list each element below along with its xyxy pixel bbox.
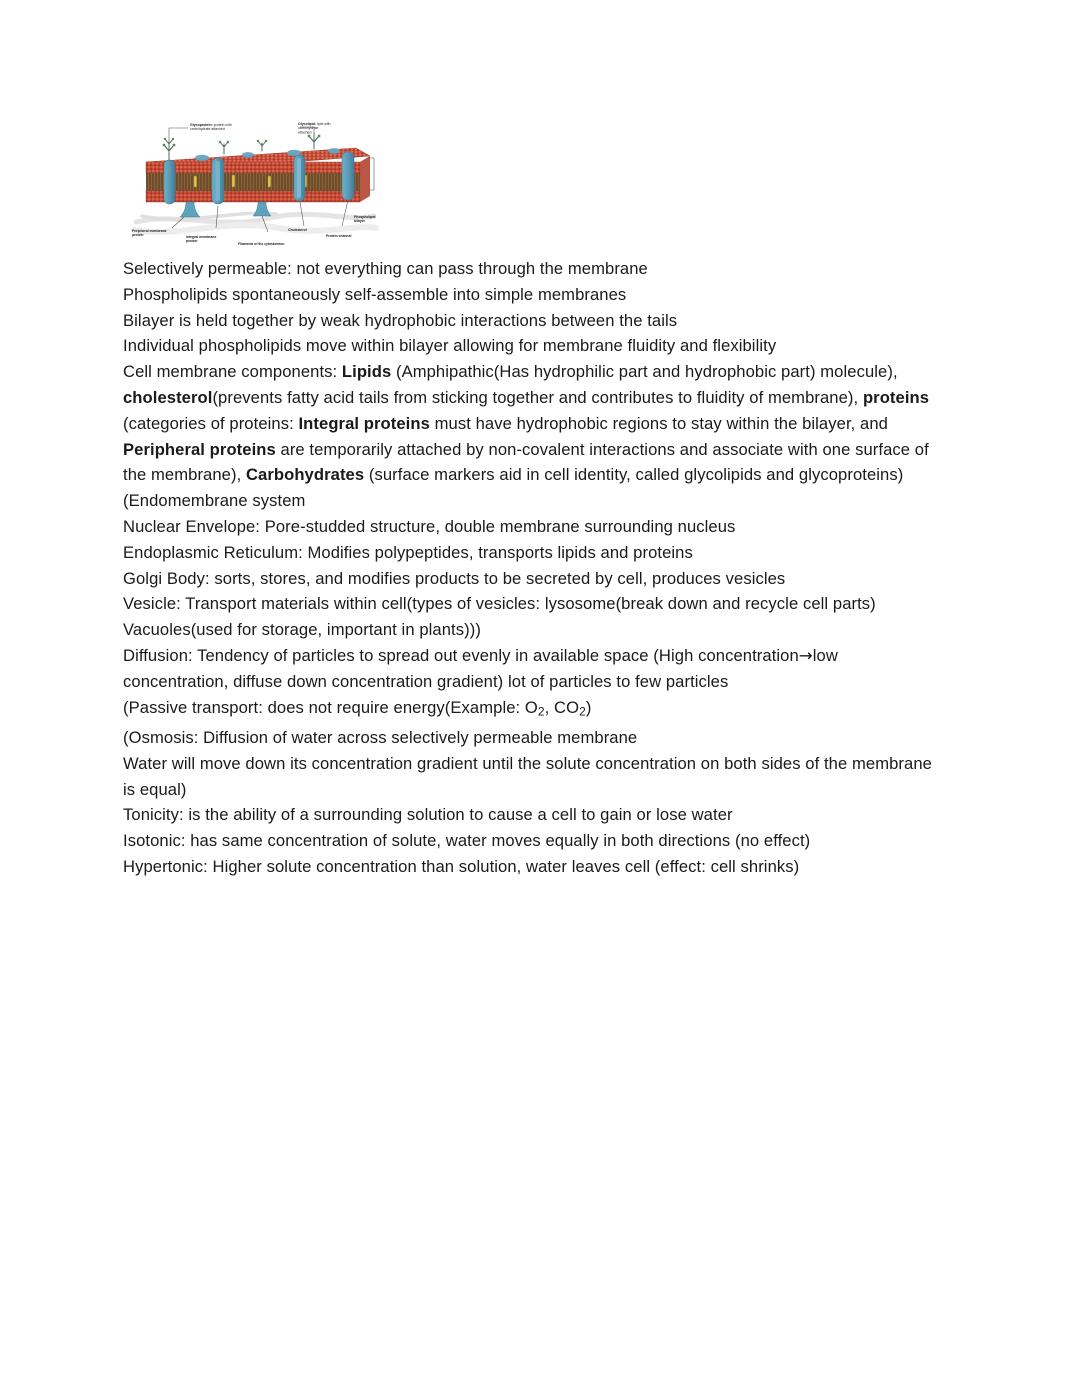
figure-label-integral-membrane-protein: Integral membrane protein bbox=[186, 235, 217, 244]
note-line-diffusion: Diffusion: Tendency of particles to spread out evenly in available space (High concentration→low concentration, diffuse down concentration gradient) lot of particles to few particles bbox=[123, 645, 838, 691]
note-line-cell-membrane-components: Cell membrane components: Lipids (Amphipathic(Has hydrophilic part and hydrophobic part) molecule), cholesterol(prevents fatty acid tails from sticking together and contributes to fluidity of membrane), proteins (categories of proteins: Integral proteins must have hydrophobic regions to stay within the bilayer, and Peripheral proteins are temporarily attached by non-covalent interactions and associate with one surface of the membrane), Carbohydrates (surface markers aid in cell identity, called glycolipids and glycoproteins) bbox=[123, 362, 930, 485]
figure-label-cholesterol: Cholesterol bbox=[288, 228, 307, 232]
figure-label-phospholipid-bilayer: Phospholipid bilayer bbox=[354, 215, 376, 224]
note-line-tonicity: Tonicity: is the ability of a surrounding solution to cause a cell to gain or lose water bbox=[123, 805, 733, 825]
note-line-isotonic: Isotonic: has same concentration of solute, water moves equally in both directions (no effect) bbox=[123, 831, 811, 851]
phospholipid-bilayer bbox=[146, 156, 370, 202]
figure-label-protein-channel: Protein channel bbox=[326, 234, 352, 238]
note-line-nuclear-envelope: Nuclear Envelope: Pore-studded structure, double membrane surrounding nucleus bbox=[123, 516, 736, 536]
figure-label-peripheral-membrane-protein: Peripheral membrane protein bbox=[132, 229, 167, 238]
note-line-hypertonic: Hypertonic: Higher solute concentration than solution, water leaves cell (effect: cell shrinks) bbox=[123, 856, 800, 876]
figure-label-glycoprotein: Glycoprotein: protein with carbohydrate attached bbox=[190, 123, 232, 132]
note-line-membrane-fluidity: Individual phospholipids move within bilayer allowing for membrane fluidity and flexibility bbox=[123, 336, 777, 356]
protein-channel bbox=[342, 152, 354, 200]
note-line-phospholipids-self-assemble: Phospholipids spontaneously self-assemble into simple membranes bbox=[123, 284, 627, 304]
note-line-vesicle: Vesicle: Transport materials within cell(types of vesicles: lysosome(break down and recycle cell parts) Vacuoles(used for storage, important in plants))) bbox=[123, 594, 876, 640]
notes-body bbox=[123, 256, 948, 880]
cell-membrane-figure bbox=[128, 118, 380, 252]
note-line-endomembrane-system: (Endomembrane system bbox=[123, 491, 306, 511]
note-line-endoplasmic-reticulum: Endoplasmic Reticulum: Modifies polypeptides, transports lipids and proteins bbox=[123, 542, 693, 562]
note-line-selectively-permeable: Selectively permeable: not everything can pass through the membrane bbox=[123, 259, 648, 278]
note-line-golgi-body: Golgi Body: sorts, stores, and modifies products to be secreted by cell, produces vesicles bbox=[123, 568, 786, 588]
note-line-bilayer-hydrophobic: Bilayer is held together by weak hydrophobic interactions between the tails bbox=[123, 310, 678, 330]
note-line-passive-transport: (Passive transport: does not require energy(Example: $O_2$, $CO_2$) bbox=[123, 697, 592, 719]
figure-label-filaments-of-the-cytoskeleton: Filaments of the cytoskeleton bbox=[238, 242, 285, 246]
note-line-water-concentration-gradient: Water will move down its concentration gradient until the solute concentration on both sides of the membrane is equal) bbox=[123, 753, 932, 799]
figure-label-glycolipid: Glycolipid: lipid with carbohydrate attached bbox=[298, 122, 331, 135]
note-line-osmosis: (Osmosis: Diffusion of water across selectively permeable membrane bbox=[123, 727, 638, 747]
cell-membrane-svg bbox=[128, 118, 380, 252]
